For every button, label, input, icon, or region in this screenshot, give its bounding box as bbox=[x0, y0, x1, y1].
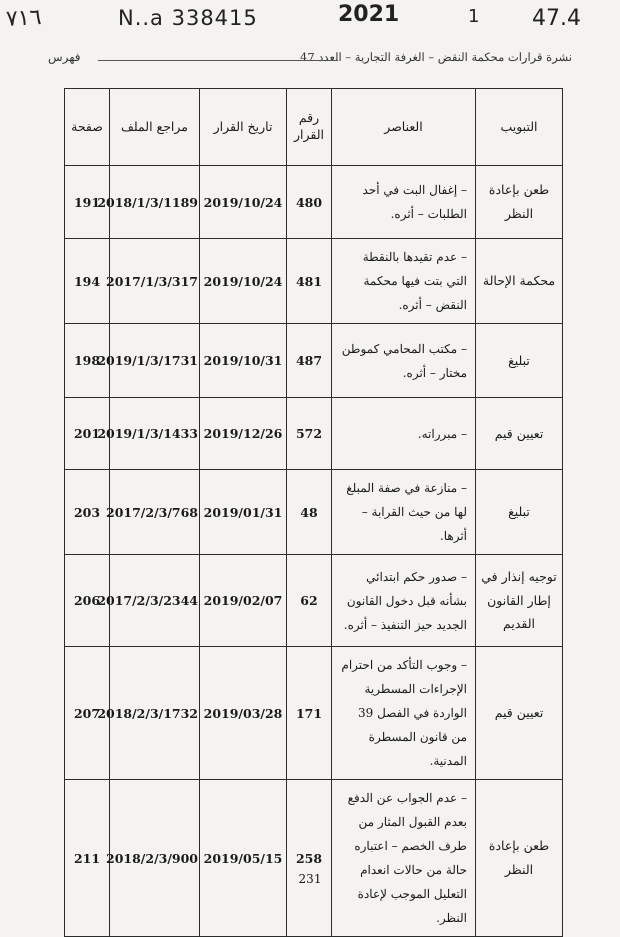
row-page: 194 bbox=[65, 239, 110, 324]
row-category: تبليغ bbox=[476, 324, 563, 398]
row-decision-date: 2019/03/28 bbox=[200, 647, 287, 780]
row-decision-number: 258 bbox=[287, 780, 332, 937]
table-row bbox=[65, 239, 563, 324]
table-row bbox=[65, 398, 563, 470]
header-category: التبويب bbox=[476, 89, 563, 166]
row-file-ref: 2018/2/3/900 bbox=[110, 780, 200, 937]
index-label: فهرس bbox=[48, 50, 81, 64]
header-decision-date: تاريخ القرار bbox=[200, 89, 287, 166]
row-elements: – مبرراته. bbox=[332, 398, 476, 470]
row-decision-date: 2019/10/31 bbox=[200, 324, 287, 398]
row-decision-number: 62 bbox=[287, 555, 332, 647]
row-category: محكمة الإحالة bbox=[476, 239, 563, 324]
row-elements: – إغفال البت في أحد الطلبات – أثره. bbox=[332, 166, 476, 239]
row-category: طعن بإعادة النظر bbox=[476, 780, 563, 937]
row-elements: – منازعة في صفة المبلغ لها من حيث القرابة – أثرها. bbox=[332, 470, 476, 555]
row-decision-number: 481 bbox=[287, 239, 332, 324]
row-decision-number: 480 bbox=[287, 166, 332, 239]
row-page: 198 bbox=[65, 324, 110, 398]
row-elements: – عدم الجواب عن الدفع بعدم القبول المثار من طرف الخصم – اعتباره حالة من حالات انعدام التعليل الموجب لإعادة النظر. bbox=[332, 780, 476, 937]
row-decision-date: 2019/12/26 bbox=[200, 398, 287, 470]
row-decision-number: 572 bbox=[287, 398, 332, 470]
row-decision-date: 2019/01/31 bbox=[200, 470, 287, 555]
handwritten-note-right: 47.4 bbox=[532, 6, 581, 31]
row-decision-date: 2019/10/24 bbox=[200, 166, 287, 239]
table-row bbox=[65, 324, 563, 398]
table-row bbox=[65, 647, 563, 780]
page-number: 231 bbox=[298, 872, 322, 886]
row-elements: – مكتب المحامي كموطن مختار – أثره. bbox=[332, 324, 476, 398]
row-elements: – عدم تقيدها بالنقطة التي بتت فيها محكمة النقض – أثره. bbox=[332, 239, 476, 324]
row-decision-number: 487 bbox=[287, 324, 332, 398]
row-decision-date: 2019/10/24 bbox=[200, 239, 287, 324]
row-category: طعن بإعادة النظر bbox=[476, 166, 563, 239]
row-category: تبليغ bbox=[476, 470, 563, 555]
row-category: تعيين قيم bbox=[476, 398, 563, 470]
row-page: 211 bbox=[65, 780, 110, 937]
header-decision-number: رقم القرار bbox=[287, 89, 332, 166]
index-table-container bbox=[64, 88, 562, 937]
row-category: توجيه إنذار في إطار القانون القديم bbox=[476, 555, 563, 647]
table-header-row bbox=[65, 89, 563, 166]
row-page: 191 bbox=[65, 166, 110, 239]
row-page: 203 bbox=[65, 470, 110, 555]
row-file-ref: 2019/1/3/1731 bbox=[110, 324, 200, 398]
table-row bbox=[65, 166, 563, 239]
handwritten-reference-number: N..a 338415 bbox=[118, 6, 258, 30]
header-elements: العناصر bbox=[332, 89, 476, 166]
table-row bbox=[65, 555, 563, 647]
header-file-ref: مراجع الملف bbox=[110, 89, 200, 166]
header-divider bbox=[98, 60, 338, 61]
index-table bbox=[64, 88, 563, 937]
row-file-ref: 2018/2/3/1732 bbox=[110, 647, 200, 780]
row-category: تعيين قيم bbox=[476, 647, 563, 780]
table-row bbox=[65, 780, 563, 937]
row-page: 206 bbox=[65, 555, 110, 647]
row-decision-number: 48 bbox=[287, 470, 332, 555]
handwritten-mark: 1 bbox=[468, 6, 480, 27]
handwritten-year: 2021 bbox=[338, 2, 400, 27]
row-decision-date: 2019/05/15 bbox=[200, 780, 287, 937]
row-elements: – صدور حكم ابتدائي بشأنه قبل دخول القانون الجديد حيز التنفيذ – أثره. bbox=[332, 555, 476, 647]
row-file-ref: 2017/2/3/2344 bbox=[110, 555, 200, 647]
row-file-ref: 2018/1/3/1189 bbox=[110, 166, 200, 239]
row-file-ref: 2017/2/3/768 bbox=[110, 470, 200, 555]
row-page: 201 bbox=[65, 398, 110, 470]
row-file-ref: 2017/1/3/317 bbox=[110, 239, 200, 324]
row-elements: – وجوب التأكد من احترام الإجراءات المسطرية الواردة في الفصل 39 من قانون المسطرة المدنية. bbox=[332, 647, 476, 780]
header-page: صفحة bbox=[65, 89, 110, 166]
row-page: 207 bbox=[65, 647, 110, 780]
row-file-ref: 2019/1/3/1433 bbox=[110, 398, 200, 470]
row-decision-number: 171 bbox=[287, 647, 332, 780]
row-decision-date: 2019/02/07 bbox=[200, 555, 287, 647]
table-row bbox=[65, 470, 563, 555]
handwritten-note-left: ٧١٦ bbox=[5, 5, 43, 32]
running-header: نشرة قرارات محكمة النقض – الغرفة التجارية – العدد 47 bbox=[300, 50, 572, 64]
